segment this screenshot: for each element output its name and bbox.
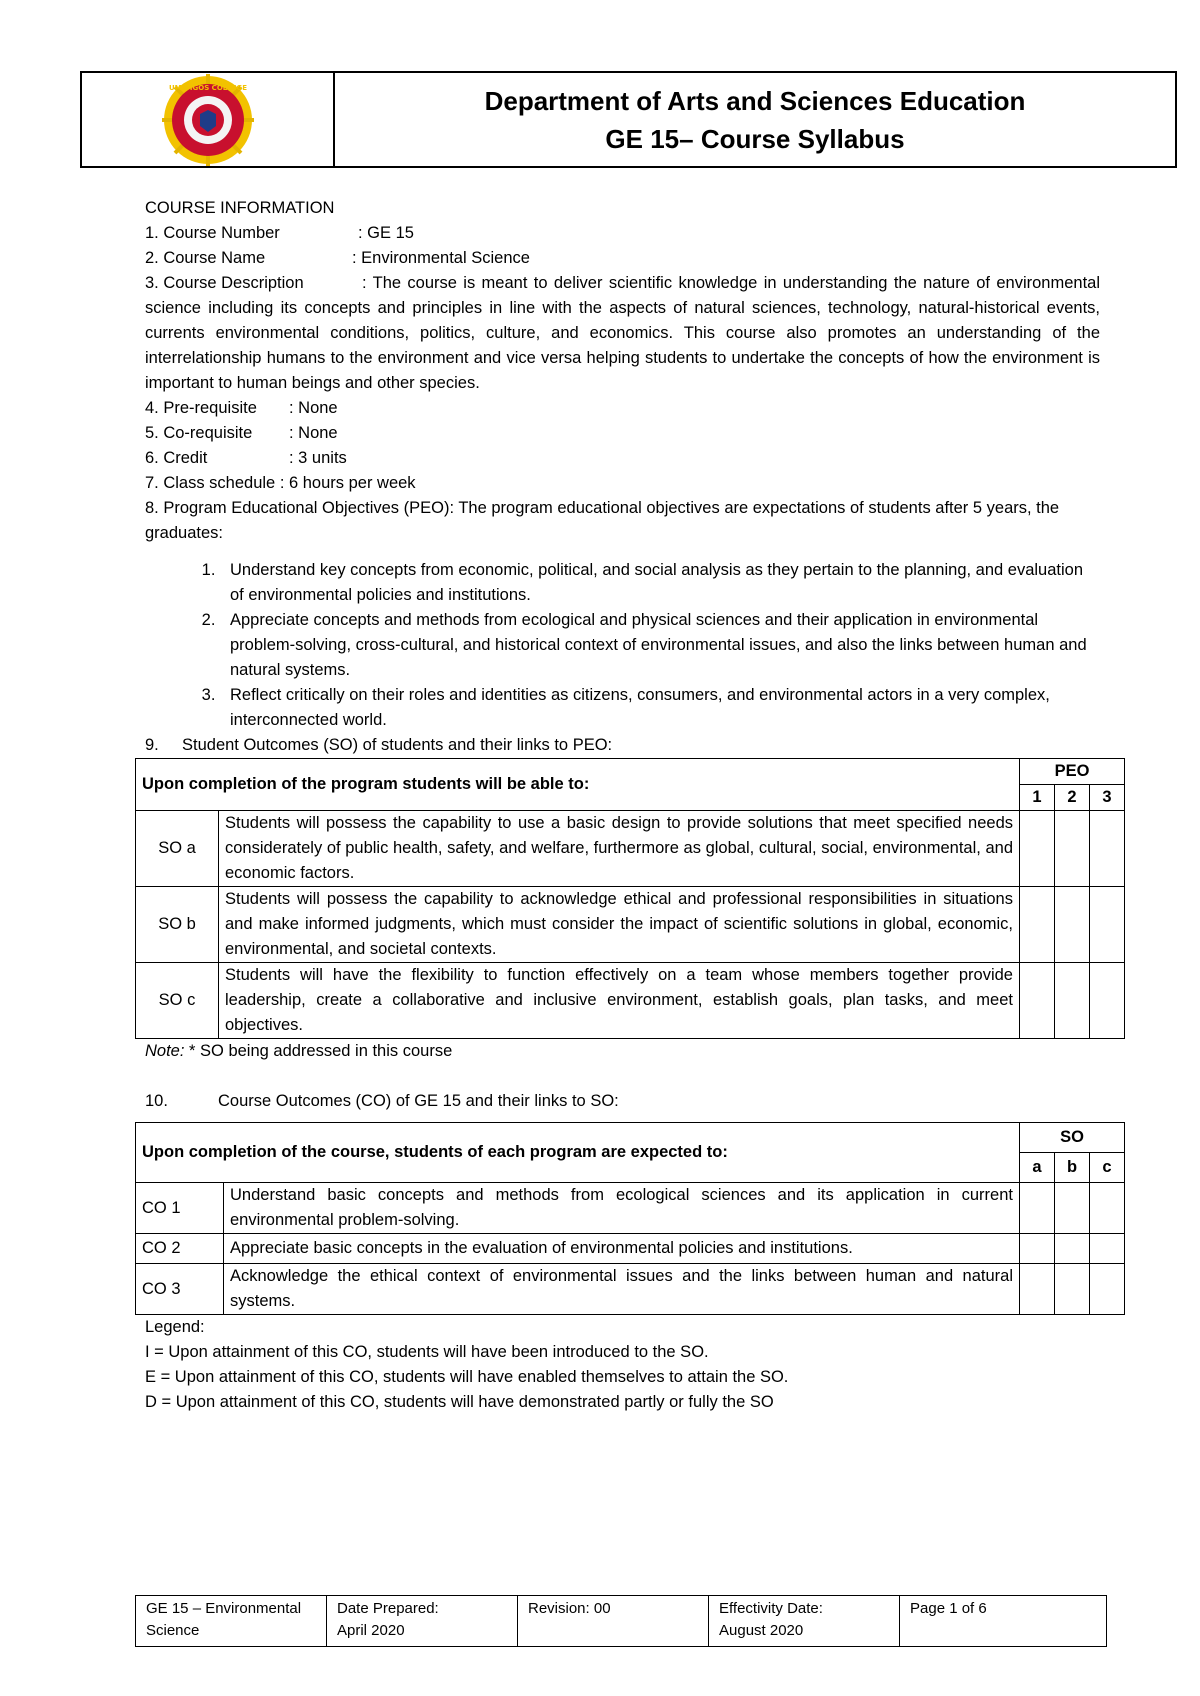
course-information-heading: COURSE INFORMATION	[145, 199, 335, 217]
effectivity-label: Effectivity Date:	[719, 1600, 823, 1617]
course-number-value: : GE 15	[358, 224, 414, 242]
so-table	[135, 758, 1125, 1039]
co-heading-number: 10.	[145, 1092, 168, 1110]
co-heading-text: Course Outcomes (CO) of GE 15 and their links to SO:	[218, 1092, 619, 1110]
table-row	[136, 963, 1125, 1039]
so-code: SO c	[136, 963, 219, 1039]
department-title: Department of Arts and Sciences Education	[484, 85, 1026, 116]
so-cell	[1055, 1234, 1090, 1264]
credit-label: 6. Credit	[145, 449, 208, 467]
course-description-label: 3. Course Description	[145, 274, 304, 292]
course-name-label: 2. Course Name	[145, 249, 266, 267]
class-schedule-line: 7. Class schedule : 6 hours per week	[145, 474, 416, 492]
so-column-header: SO	[1020, 1123, 1125, 1153]
peo-cell	[1090, 887, 1125, 963]
credit-line	[145, 446, 1100, 471]
note-text: * SO being addressed in this course	[184, 1042, 453, 1060]
corequisite-label: 5. Co-requisite	[145, 424, 253, 442]
footer-course: GE 15 – Environmental Science	[136, 1596, 327, 1647]
document-body	[142, 196, 1112, 1415]
footer-revision: Revision: 00	[518, 1596, 709, 1647]
table-row	[136, 1264, 1125, 1315]
document-header	[80, 71, 1177, 168]
corequisite-line	[145, 421, 1100, 446]
so-heading-number: 9.	[145, 736, 159, 754]
so-col-b: b	[1055, 1153, 1090, 1183]
co-code: CO 2	[136, 1234, 224, 1264]
so-cell	[1055, 1183, 1090, 1234]
so-description: Students will possess the capability to acknowledge ethical and professional responsibilities in situations and make informed judgments, which must consider the impact of scientific solutions in global, economic, environmental, and societal contexts.	[219, 887, 1020, 963]
prerequisite-value: : None	[289, 399, 338, 417]
so-description: Students will possess the capability to use a basic design to provide solutions that meet specified needs considerately of public health, safety, and welfare, furthermore as global, cultural, social, environmental, and economic factors.	[219, 811, 1020, 887]
so-cell	[1090, 1264, 1125, 1315]
so-description: Students will have the flexibility to function effectively on a team whose members together provide leadership, create a collaborative and inclusive environment, establish goals, plan tasks, and meet objectives.	[219, 963, 1020, 1039]
peo-item: 2. Appreciate concepts and methods from ecological and physical sciences and their application in environmental problem-solving, cross-cultural, and historical context of environmental issues, and also the links between human and natural systems.	[220, 608, 1100, 683]
peo-cell	[1055, 811, 1090, 887]
co-description: Acknowledge the ethical context of environmental issues and the links between human and natural systems.	[224, 1264, 1020, 1315]
co-table-header: Upon completion of the course, students of each program are expected to:	[136, 1123, 1020, 1183]
peo-col-1: 1	[1020, 785, 1055, 811]
peo-intro: 8. Program Educational Objectives (PEO): The program educational objectives are expectations of students after 5 years, the graduates:	[145, 499, 1060, 542]
peo-cell	[1020, 887, 1055, 963]
peo-cell	[1090, 811, 1125, 887]
so-cell	[1090, 1234, 1125, 1264]
co-table	[135, 1122, 1125, 1315]
co-description: Appreciate basic concepts in the evaluation of environmental policies and institutions.	[224, 1234, 1020, 1264]
date-prepared-value: April 2020	[337, 1622, 405, 1639]
so-col-a: a	[1020, 1153, 1055, 1183]
college-seal-icon	[160, 72, 256, 168]
peo-list	[145, 558, 1100, 733]
footer-effectivity	[709, 1596, 900, 1647]
peo-cell	[1090, 963, 1125, 1039]
co-section-heading	[145, 1089, 1100, 1114]
table-row	[136, 811, 1125, 887]
so-table-header: Upon completion of the program students will be able to:	[136, 759, 1020, 811]
table-row	[136, 887, 1125, 963]
legend-item: I = Upon attainment of this CO, students will have been introduced to the SO.	[145, 1343, 709, 1361]
peo-item: 1. Understand key concepts from economic, political, and social analysis as they pertain to the planning, and evaluation of environmental policies and institutions.	[220, 558, 1100, 608]
svg-text:UM DIGOS COLLEGE: UM DIGOS COLLEGE	[168, 83, 247, 92]
peo-col-2: 2	[1055, 785, 1090, 811]
logo-cell	[82, 73, 335, 166]
legend-item: D = Upon attainment of this CO, students will have demonstrated partly or fully the SO	[145, 1393, 774, 1411]
so-code: SO b	[136, 887, 219, 963]
peo-col-3: 3	[1090, 785, 1125, 811]
so-section-heading	[145, 733, 1100, 758]
date-prepared-label: Date Prepared:	[337, 1600, 439, 1617]
table-row	[136, 1234, 1125, 1264]
so-cell	[1020, 1234, 1055, 1264]
course-description	[145, 271, 1100, 396]
legend-item: E = Upon attainment of this CO, students will have enabled themselves to attain the SO.	[145, 1368, 789, 1386]
so-note	[145, 1039, 1100, 1064]
note-label: Note:	[145, 1042, 185, 1060]
course-name-line	[145, 246, 1100, 271]
course-name-value: : Environmental Science	[352, 249, 530, 267]
peo-cell	[1055, 963, 1090, 1039]
so-code: SO a	[136, 811, 219, 887]
co-code: CO 1	[136, 1183, 224, 1234]
syllabus-title: GE 15– Course Syllabus	[605, 123, 905, 154]
peo-cell	[1020, 811, 1055, 887]
legend-title: Legend:	[145, 1318, 205, 1336]
co-description: Understand basic concepts and methods from ecological sciences and its application in current environmental problem-solving.	[224, 1183, 1020, 1234]
effectivity-value: August 2020	[719, 1622, 804, 1639]
peo-column-header: PEO	[1020, 759, 1125, 785]
table-row	[136, 1183, 1125, 1234]
so-col-c: c	[1090, 1153, 1125, 1183]
prerequisite-line	[145, 396, 1100, 421]
corequisite-value: : None	[289, 424, 338, 442]
footer-date-prepared	[327, 1596, 518, 1647]
credit-value: : 3 units	[289, 449, 347, 467]
prerequisite-label: 4. Pre-requisite	[145, 399, 257, 417]
header-titles	[335, 73, 1175, 166]
so-cell	[1020, 1183, 1055, 1234]
so-cell	[1020, 1264, 1055, 1315]
peo-cell	[1020, 963, 1055, 1039]
peo-cell	[1055, 887, 1090, 963]
course-description-value: : The course is meant to deliver scientific knowledge in understanding the nature of environmental science including its concepts and principles in line with the aspects of natural sciences, technology, natural-historical events, currents environmental conditions, politics, culture, and economics. This course also promotes an understanding of the interrelationship humans to the environment and vice versa helping students to undertake the concepts of how the environment is important to human beings and other species.	[145, 274, 1100, 392]
so-heading-text: Student Outcomes (SO) of students and their links to PEO:	[182, 736, 613, 754]
course-number-label: 1. Course Number	[145, 224, 280, 242]
so-cell	[1090, 1183, 1125, 1234]
footer-page-number: Page 1 of 6	[900, 1596, 1107, 1647]
footer-table	[135, 1595, 1107, 1647]
course-number-line	[145, 221, 1100, 246]
peo-item: 3. Reflect critically on their roles and identities as citizens, consumers, and environmental actors in a very complex, interconnected world.	[220, 683, 1100, 733]
so-cell	[1055, 1264, 1090, 1315]
co-code: CO 3	[136, 1264, 224, 1315]
